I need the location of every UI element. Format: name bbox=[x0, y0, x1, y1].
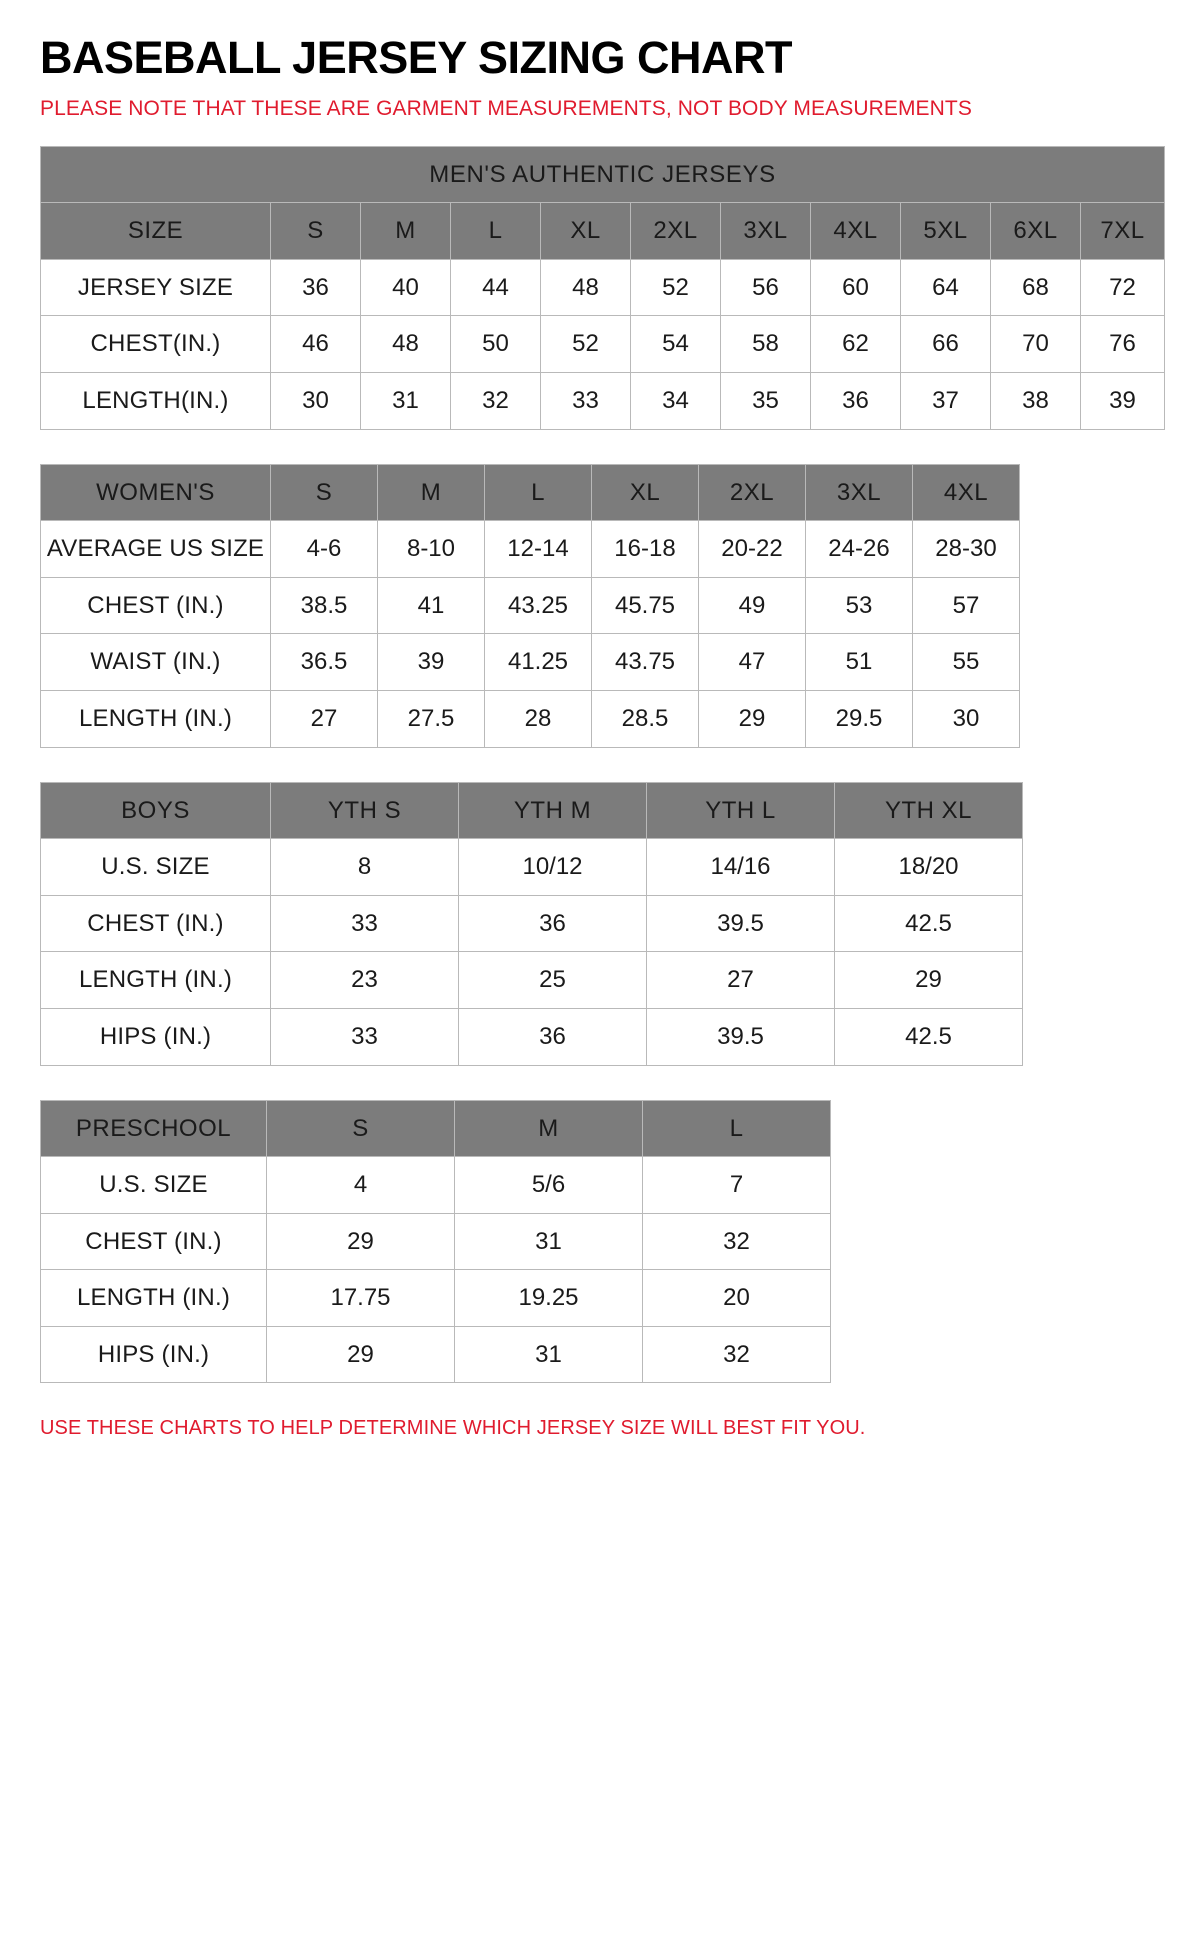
preschool-header-cell: M bbox=[455, 1100, 643, 1157]
mens-header-cell: S bbox=[271, 203, 361, 260]
cell: 4-6 bbox=[271, 521, 378, 578]
cell: 17.75 bbox=[267, 1270, 455, 1327]
cell: 49 bbox=[699, 577, 806, 634]
table-row bbox=[41, 372, 1165, 429]
cell: 34 bbox=[631, 372, 721, 429]
cell: 72 bbox=[1081, 259, 1165, 316]
cell: 29 bbox=[267, 1213, 455, 1270]
row-label: HIPS (IN.) bbox=[41, 1008, 271, 1065]
table-row bbox=[41, 952, 1023, 1009]
cell: 56 bbox=[721, 259, 811, 316]
cell: 39.5 bbox=[647, 1008, 835, 1065]
cell: 60 bbox=[811, 259, 901, 316]
boys-header-row bbox=[41, 782, 1023, 839]
mens-banner-row bbox=[41, 146, 1165, 203]
measurement-note: PLEASE NOTE THAT THESE ARE GARMENT MEASUREMENTS, NOT BODY MEASUREMENTS bbox=[40, 97, 972, 121]
table-row bbox=[41, 895, 1023, 952]
cell: 30 bbox=[913, 690, 1020, 747]
cell: 66 bbox=[901, 316, 991, 373]
womens-header-cell: 3XL bbox=[806, 464, 913, 521]
cell: 39.5 bbox=[647, 895, 835, 952]
womens-header-cell: 2XL bbox=[699, 464, 806, 521]
table-row bbox=[41, 259, 1165, 316]
womens-header-cell: WOMEN'S bbox=[41, 464, 271, 521]
boys-sizing-table bbox=[40, 782, 1023, 1066]
row-label: AVERAGE US SIZE bbox=[41, 521, 271, 578]
mens-header-row bbox=[41, 203, 1165, 260]
cell: 8 bbox=[271, 839, 459, 896]
cell: 28-30 bbox=[913, 521, 1020, 578]
cell: 23 bbox=[271, 952, 459, 1009]
table-row bbox=[41, 316, 1165, 373]
row-label: WAIST (IN.) bbox=[41, 634, 271, 691]
cell: 28.5 bbox=[592, 690, 699, 747]
cell: 39 bbox=[378, 634, 485, 691]
cell: 25 bbox=[459, 952, 647, 1009]
mens-header-cell: SIZE bbox=[41, 203, 271, 260]
cell: 5/6 bbox=[455, 1157, 643, 1214]
cell: 36 bbox=[271, 259, 361, 316]
cell: 64 bbox=[901, 259, 991, 316]
row-label: U.S. SIZE bbox=[41, 1157, 267, 1214]
boys-header-cell: YTH S bbox=[271, 782, 459, 839]
row-label: U.S. SIZE bbox=[41, 839, 271, 896]
mens-header-cell: M bbox=[361, 203, 451, 260]
preschool-sizing-table bbox=[40, 1100, 831, 1384]
mens-header-cell: 4XL bbox=[811, 203, 901, 260]
cell: 20 bbox=[643, 1270, 831, 1327]
cell: 31 bbox=[455, 1326, 643, 1383]
table-row bbox=[41, 1008, 1023, 1065]
row-label: CHEST (IN.) bbox=[41, 577, 271, 634]
cell: 24-26 bbox=[806, 521, 913, 578]
cell: 47 bbox=[699, 634, 806, 691]
cell: 38.5 bbox=[271, 577, 378, 634]
mens-header-cell: XL bbox=[541, 203, 631, 260]
cell: 51 bbox=[806, 634, 913, 691]
boys-header-cell: YTH XL bbox=[835, 782, 1023, 839]
row-label: LENGTH (IN.) bbox=[41, 1270, 267, 1327]
table-row bbox=[41, 1270, 831, 1327]
cell: 42.5 bbox=[835, 1008, 1023, 1065]
cell: 40 bbox=[361, 259, 451, 316]
womens-header-cell: XL bbox=[592, 464, 699, 521]
cell: 52 bbox=[541, 316, 631, 373]
cell: 31 bbox=[455, 1213, 643, 1270]
cell: 39 bbox=[1081, 372, 1165, 429]
cell: 38 bbox=[991, 372, 1081, 429]
preschool-header-cell: PRESCHOOL bbox=[41, 1100, 267, 1157]
cell: 4 bbox=[267, 1157, 455, 1214]
cell: 58 bbox=[721, 316, 811, 373]
preschool-header-cell: S bbox=[267, 1100, 455, 1157]
cell: 54 bbox=[631, 316, 721, 373]
table-row bbox=[41, 839, 1023, 896]
cell: 28 bbox=[485, 690, 592, 747]
cell: 8-10 bbox=[378, 521, 485, 578]
cell: 18/20 bbox=[835, 839, 1023, 896]
row-label: HIPS (IN.) bbox=[41, 1326, 267, 1383]
cell: 19.25 bbox=[455, 1270, 643, 1327]
cell: 50 bbox=[451, 316, 541, 373]
page-title: BASEBALL JERSEY SIZING CHART bbox=[40, 32, 792, 83]
cell: 46 bbox=[271, 316, 361, 373]
cell: 53 bbox=[806, 577, 913, 634]
table-row bbox=[41, 1157, 831, 1214]
womens-header-cell: M bbox=[378, 464, 485, 521]
cell: 43.25 bbox=[485, 577, 592, 634]
cell: 35 bbox=[721, 372, 811, 429]
cell: 31 bbox=[361, 372, 451, 429]
cell: 29 bbox=[267, 1326, 455, 1383]
cell: 55 bbox=[913, 634, 1020, 691]
table-row bbox=[41, 634, 1020, 691]
cell: 43.75 bbox=[592, 634, 699, 691]
cell: 62 bbox=[811, 316, 901, 373]
mens-header-cell: 7XL bbox=[1081, 203, 1165, 260]
row-label: CHEST(IN.) bbox=[41, 316, 271, 373]
table-row bbox=[41, 1213, 831, 1270]
cell: 76 bbox=[1081, 316, 1165, 373]
cell: 32 bbox=[451, 372, 541, 429]
cell: 32 bbox=[643, 1213, 831, 1270]
preschool-header-row bbox=[41, 1100, 831, 1157]
womens-header-cell: L bbox=[485, 464, 592, 521]
cell: 27.5 bbox=[378, 690, 485, 747]
row-label: LENGTH (IN.) bbox=[41, 952, 271, 1009]
cell: 29 bbox=[835, 952, 1023, 1009]
mens-header-cell: 5XL bbox=[901, 203, 991, 260]
cell: 7 bbox=[643, 1157, 831, 1214]
row-label: LENGTH(IN.) bbox=[41, 372, 271, 429]
cell: 52 bbox=[631, 259, 721, 316]
boys-header-cell: BOYS bbox=[41, 782, 271, 839]
womens-header-row bbox=[41, 464, 1020, 521]
cell: 41 bbox=[378, 577, 485, 634]
row-label: CHEST (IN.) bbox=[41, 895, 271, 952]
mens-banner-title: MEN'S AUTHENTIC JERSEYS bbox=[41, 146, 1165, 203]
cell: 57 bbox=[913, 577, 1020, 634]
cell: 36.5 bbox=[271, 634, 378, 691]
cell: 36 bbox=[811, 372, 901, 429]
womens-sizing-table bbox=[40, 464, 1020, 748]
cell: 29.5 bbox=[806, 690, 913, 747]
cell: 36 bbox=[459, 1008, 647, 1065]
table-row bbox=[41, 1326, 831, 1383]
cell: 36 bbox=[459, 895, 647, 952]
table-row bbox=[41, 521, 1020, 578]
mens-sizing-table bbox=[40, 146, 1165, 430]
cell: 42.5 bbox=[835, 895, 1023, 952]
cell: 16-18 bbox=[592, 521, 699, 578]
womens-header-cell: 4XL bbox=[913, 464, 1020, 521]
cell: 41.25 bbox=[485, 634, 592, 691]
footer-note: USE THESE CHARTS TO HELP DETERMINE WHICH JERSEY SIZE WILL BEST FIT YOU. bbox=[40, 1417, 866, 1440]
table-row bbox=[41, 577, 1020, 634]
cell: 12-14 bbox=[485, 521, 592, 578]
cell: 29 bbox=[699, 690, 806, 747]
cell: 27 bbox=[647, 952, 835, 1009]
cell: 45.75 bbox=[592, 577, 699, 634]
row-label: JERSEY SIZE bbox=[41, 259, 271, 316]
cell: 27 bbox=[271, 690, 378, 747]
boys-header-cell: YTH M bbox=[459, 782, 647, 839]
mens-header-cell: 3XL bbox=[721, 203, 811, 260]
mens-header-cell: 6XL bbox=[991, 203, 1081, 260]
boys-header-cell: YTH L bbox=[647, 782, 835, 839]
womens-header-cell: S bbox=[271, 464, 378, 521]
cell: 32 bbox=[643, 1326, 831, 1383]
preschool-header-cell: L bbox=[643, 1100, 831, 1157]
cell: 70 bbox=[991, 316, 1081, 373]
table-row bbox=[41, 690, 1020, 747]
row-label: CHEST (IN.) bbox=[41, 1213, 267, 1270]
cell: 33 bbox=[271, 1008, 459, 1065]
cell: 10/12 bbox=[459, 839, 647, 896]
cell: 33 bbox=[541, 372, 631, 429]
cell: 48 bbox=[361, 316, 451, 373]
row-label: LENGTH (IN.) bbox=[41, 690, 271, 747]
mens-header-cell: 2XL bbox=[631, 203, 721, 260]
mens-header-cell: L bbox=[451, 203, 541, 260]
cell: 33 bbox=[271, 895, 459, 952]
cell: 20-22 bbox=[699, 521, 806, 578]
cell: 14/16 bbox=[647, 839, 835, 896]
cell: 48 bbox=[541, 259, 631, 316]
cell: 68 bbox=[991, 259, 1081, 316]
cell: 44 bbox=[451, 259, 541, 316]
cell: 30 bbox=[271, 372, 361, 429]
cell: 37 bbox=[901, 372, 991, 429]
